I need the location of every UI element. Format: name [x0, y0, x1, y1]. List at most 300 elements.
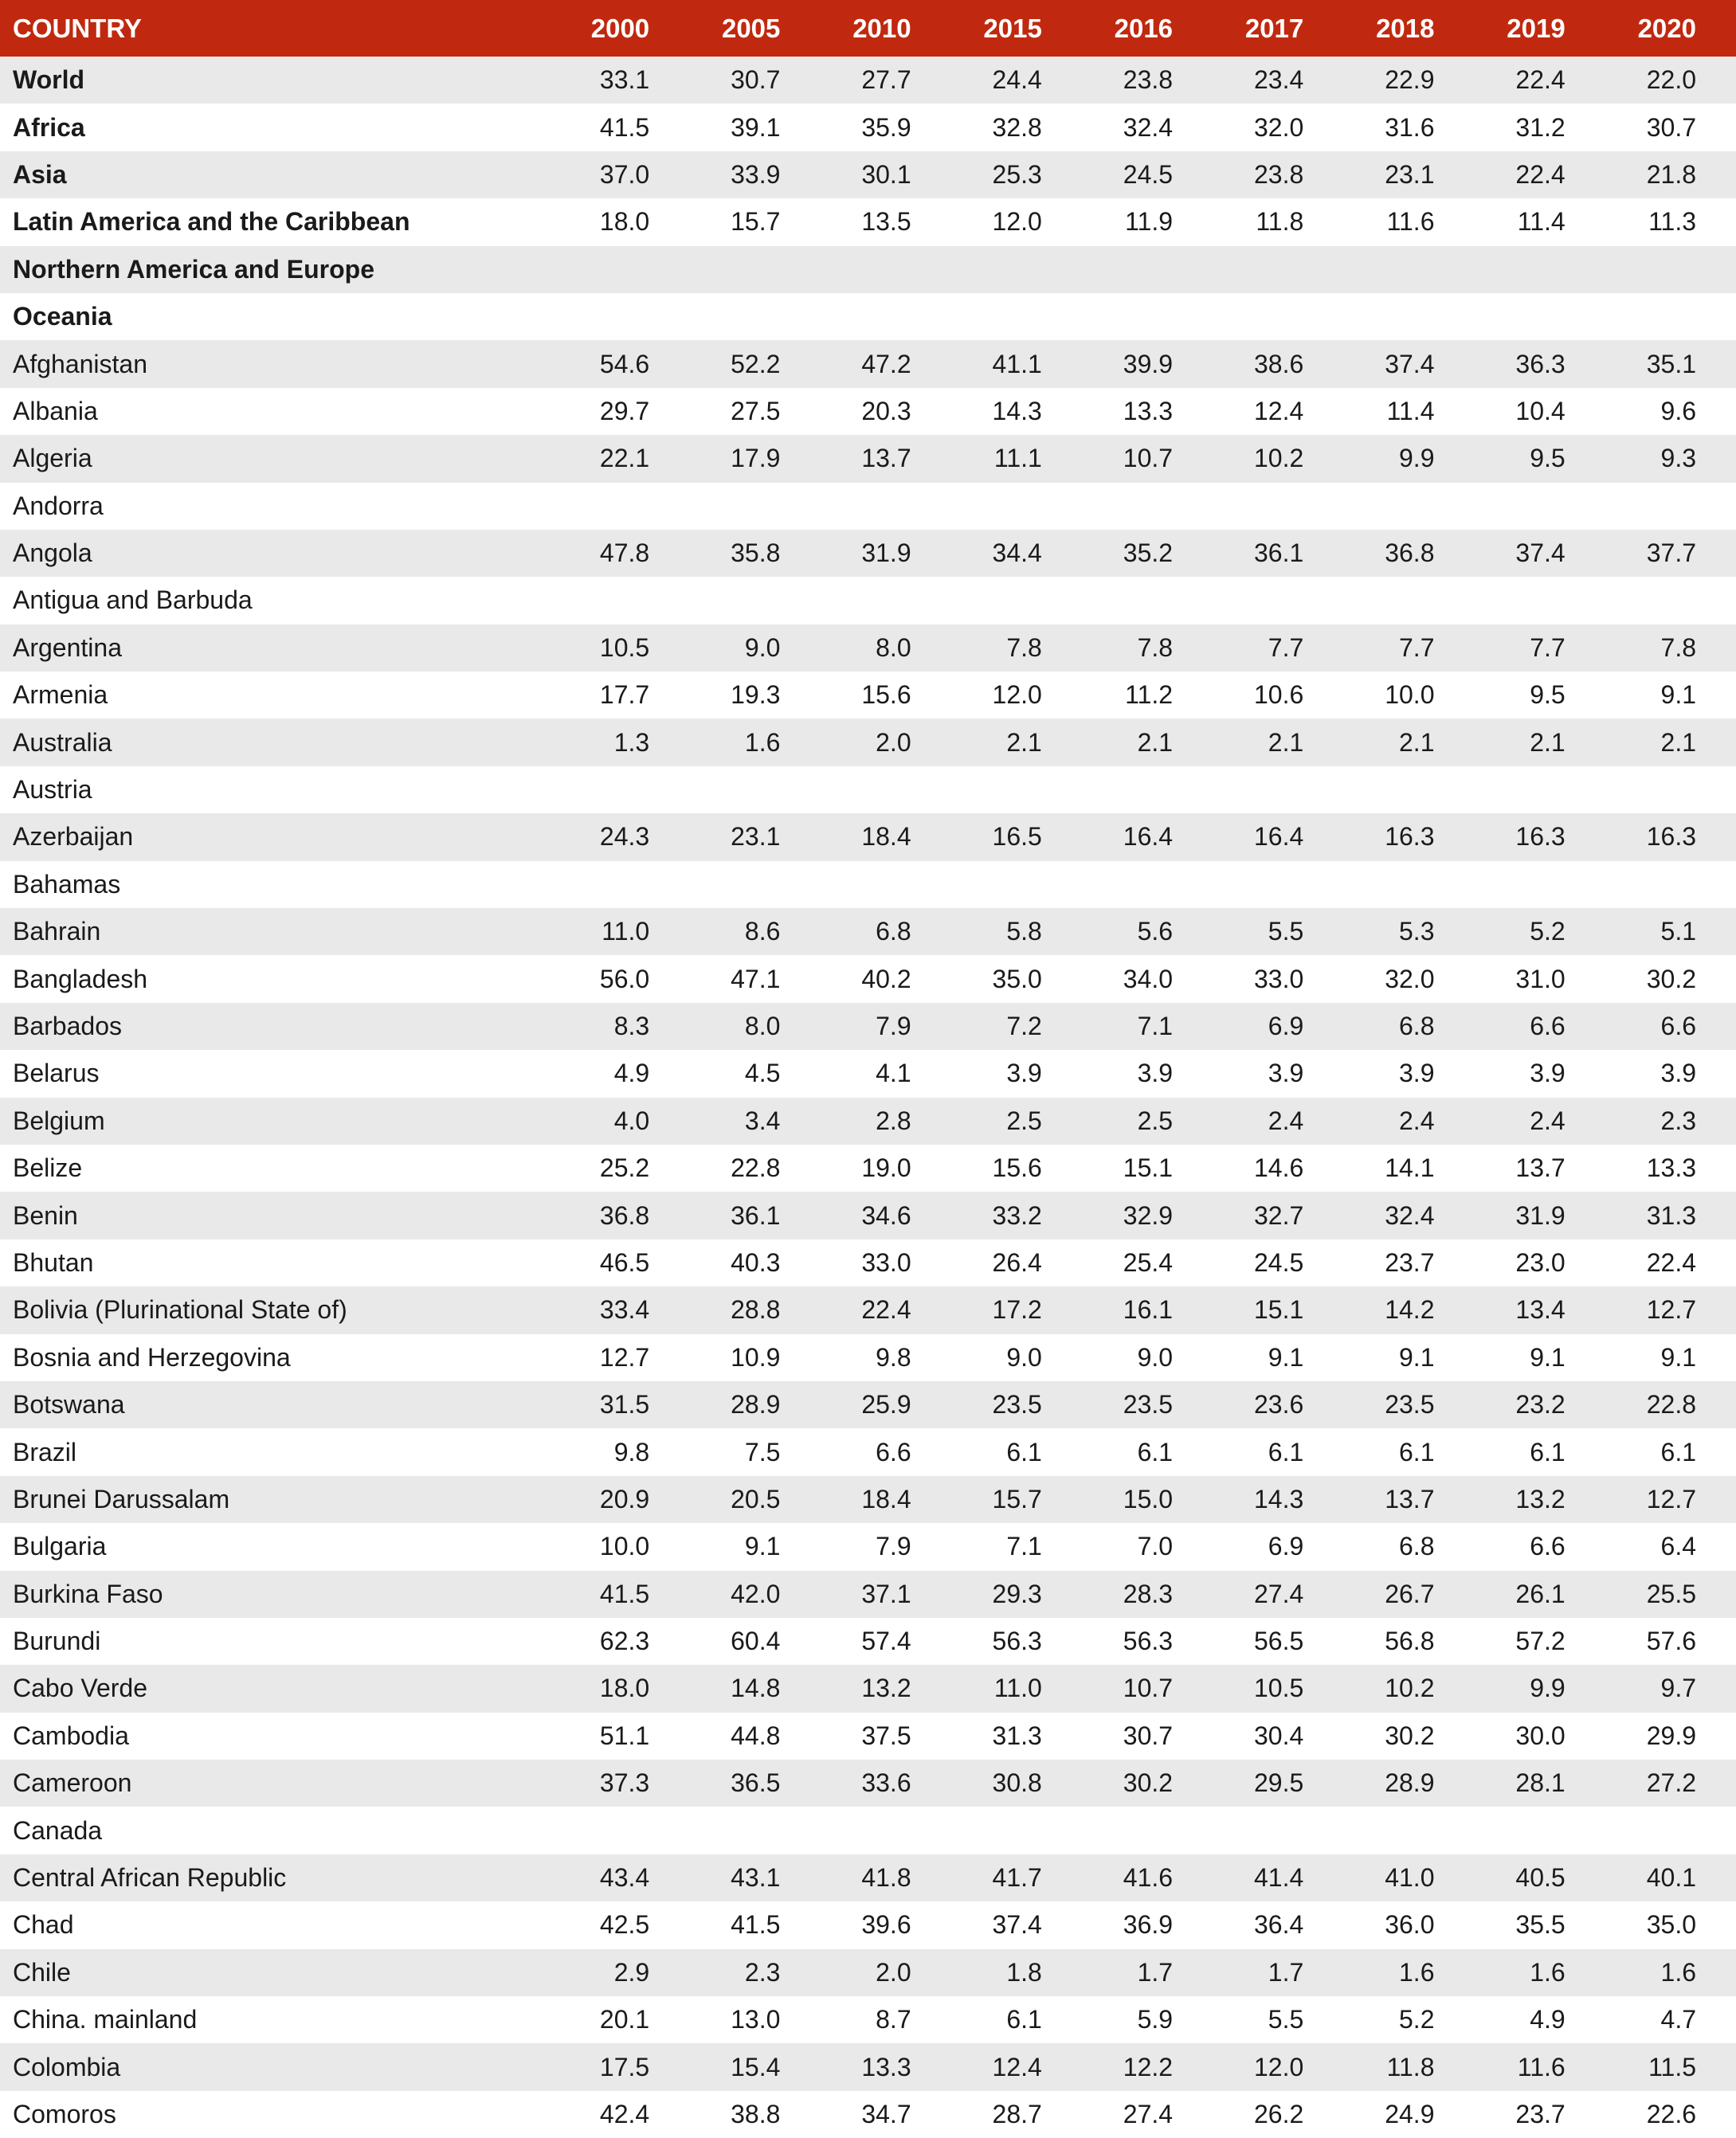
table-cell: 15.0	[1123, 1484, 1174, 1513]
table-cell: 9.5	[1530, 444, 1566, 473]
table-cell	[1605, 577, 1736, 624]
table-row	[0, 104, 1736, 151]
table-row	[0, 1003, 1736, 1050]
table-cell: 27.4	[1253, 1579, 1304, 1608]
table-row	[0, 625, 1736, 672]
table-cell: 62.3	[599, 1627, 650, 1656]
table-cell: 30.7	[1646, 112, 1696, 142]
table-cell	[1474, 861, 1605, 908]
table-cell: 7.9	[876, 1532, 911, 1561]
table-cell: 32.8	[992, 112, 1042, 142]
table-cell: 6.4	[1660, 1532, 1696, 1561]
table-cell: 2.0	[876, 1957, 911, 1987]
table-cell	[558, 293, 689, 340]
table-cell: 2.1	[1137, 727, 1174, 757]
table-cell: 40.5	[1515, 1863, 1566, 1893]
table-cell: 11.1	[993, 444, 1042, 473]
table-cell: 6.1	[1268, 1437, 1304, 1466]
table-cell: 28.9	[1385, 1768, 1435, 1798]
row-label: Asia	[13, 159, 67, 189]
table-cell	[1082, 1807, 1213, 1854]
table-cell: 25.2	[599, 1153, 650, 1183]
table-cell: 33.1	[599, 65, 650, 95]
column-header-country[interactable]: COUNTRY	[13, 13, 142, 43]
table-cell	[1213, 246, 1343, 293]
table-cell: 33.9	[731, 159, 781, 189]
table-cell: 32.4	[1385, 1200, 1435, 1230]
table-cell: 7.7	[1530, 632, 1566, 662]
table-cell	[951, 766, 1082, 813]
table-cell: 11.9	[1125, 207, 1174, 237]
table-cell: 4.9	[613, 1059, 650, 1088]
table-cell: 8.3	[613, 1012, 650, 1040]
table-cell: 30.0	[1515, 1721, 1566, 1750]
table-cell: 39.6	[861, 1910, 911, 1940]
table-cell	[820, 861, 950, 908]
table-cell: 17.7	[599, 680, 650, 710]
table-cell: 37.1	[861, 1579, 911, 1608]
table-cell: 18.0	[599, 1674, 650, 1703]
column-header-year[interactable]: 2005	[721, 13, 781, 43]
table-cell	[1474, 293, 1605, 340]
table-cell: 2.1	[1268, 727, 1304, 757]
table-cell: 38.8	[731, 2099, 781, 2128]
table-cell: 27.7	[861, 65, 911, 95]
table-cell: 42.0	[731, 1579, 781, 1608]
table-cell	[1605, 483, 1736, 530]
table-cell: 31.3	[1646, 1200, 1696, 1230]
row-label: Cameroon	[13, 1768, 132, 1798]
table-cell: 19.0	[861, 1153, 911, 1183]
table-row	[0, 1428, 1736, 1475]
row-label: Algeria	[13, 444, 92, 473]
column-header-year[interactable]: 2016	[1114, 13, 1174, 43]
table-cell: 9.1	[744, 1532, 781, 1561]
table-cell	[689, 766, 820, 813]
table-cell	[689, 577, 820, 624]
table-row	[0, 1239, 1736, 1286]
table-cell: 47.1	[731, 964, 781, 993]
table-cell: 7.1	[1137, 1012, 1174, 1040]
table-cell: 31.3	[992, 1721, 1042, 1750]
table-cell	[820, 293, 950, 340]
table-cell	[1213, 483, 1343, 530]
table-cell: 12.0	[992, 680, 1042, 710]
table-cell	[1082, 577, 1213, 624]
table-cell: 57.2	[1515, 1627, 1566, 1656]
table-cell: 14.3	[1253, 1484, 1304, 1513]
table-cell: 23.5	[1123, 1390, 1174, 1419]
table-cell: 13.3	[1123, 396, 1174, 425]
table-cell: 30.7	[731, 65, 781, 95]
table-cell: 9.1	[1268, 1342, 1304, 1372]
table-cell: 12.4	[1253, 396, 1304, 425]
table-cell	[689, 861, 820, 908]
column-header-year[interactable]: 2010	[852, 13, 911, 43]
table-cell: 37.4	[992, 1910, 1042, 1940]
table-cell: 34.6	[861, 1200, 911, 1230]
table-cell: 6.1	[1660, 1437, 1696, 1466]
table-cell: 22.1	[599, 444, 650, 473]
row-label: Bulgaria	[13, 1532, 107, 1561]
row-label: Azerbaijan	[13, 822, 134, 852]
table-cell: 25.5	[1646, 1579, 1696, 1608]
table-cell: 13.5	[861, 207, 911, 237]
table-cell	[689, 1807, 820, 1854]
table-cell: 2.1	[1530, 727, 1566, 757]
table-cell: 10.5	[599, 632, 650, 662]
table-cell: 2.4	[1268, 1106, 1304, 1135]
table-cell: 13.3	[861, 2052, 911, 2081]
table-cell: 11.4	[1517, 207, 1566, 237]
table-cell: 5.1	[1660, 917, 1696, 946]
table-cell: 30.1	[861, 159, 911, 189]
table-cell: 41.5	[599, 112, 650, 142]
table-cell: 10.2	[1253, 444, 1304, 473]
table-cell	[558, 483, 689, 530]
table-cell: 2.3	[1660, 1106, 1696, 1135]
table-cell: 5.2	[1399, 2005, 1435, 2034]
table-cell	[1082, 293, 1213, 340]
table-cell: 15.7	[992, 1484, 1042, 1513]
table-cell: 24.5	[1123, 159, 1174, 189]
table-cell: 15.1	[1123, 1153, 1174, 1183]
table-cell: 40.1	[1646, 1863, 1696, 1893]
column-header-year[interactable]: 2018	[1376, 13, 1435, 43]
table-cell: 30.8	[992, 1768, 1042, 1798]
table-cell: 11.2	[1125, 680, 1174, 710]
table-cell: 13.2	[861, 1674, 911, 1703]
table-cell: 56.3	[992, 1627, 1042, 1656]
table-cell: 10.7	[1123, 444, 1174, 473]
table-cell: 32.4	[1123, 112, 1174, 142]
table-cell: 35.2	[1123, 538, 1174, 568]
table-cell: 37.4	[1385, 349, 1435, 378]
table-cell: 24.4	[992, 65, 1042, 95]
table-cell	[1343, 483, 1474, 530]
table-row	[0, 1192, 1736, 1239]
table-cell	[951, 1807, 1082, 1854]
table-cell	[1474, 1807, 1605, 1854]
table-cell: 18.0	[599, 207, 650, 237]
table-cell: 42.4	[599, 2099, 650, 2128]
table-cell: 41.4	[1253, 1863, 1304, 1893]
table-cell	[558, 246, 689, 293]
table-cell	[1213, 293, 1343, 340]
table-cell: 15.7	[731, 207, 781, 237]
table-cell: 26.7	[1385, 1579, 1435, 1608]
table-cell: 15.1	[1253, 1295, 1304, 1325]
table-cell: 39.1	[731, 112, 781, 142]
row-label: Antigua and Barbuda	[13, 585, 253, 615]
table-cell: 27.2	[1646, 1768, 1696, 1798]
row-label: Cambodia	[13, 1721, 129, 1750]
table-cell: 1.7	[1268, 1957, 1304, 1987]
table-row	[0, 57, 1736, 104]
table-cell: 2.9	[613, 1957, 650, 1987]
row-label: Botswana	[13, 1390, 125, 1419]
table-cell: 22.4	[861, 1295, 911, 1325]
table-cell: 13.7	[861, 444, 911, 473]
table-row	[0, 388, 1736, 435]
table-cell: 16.3	[1385, 822, 1435, 852]
table-cell: 10.7	[1123, 1674, 1174, 1703]
table-cell: 1.3	[613, 727, 650, 757]
table-cell: 19.3	[731, 680, 781, 710]
table-cell: 10.2	[1385, 1674, 1435, 1703]
table-cell	[820, 483, 950, 530]
table-cell: 35.5	[1515, 1910, 1566, 1940]
table-cell: 6.8	[876, 917, 911, 946]
table-cell	[1082, 483, 1213, 530]
table-cell: 11.8	[1386, 2052, 1435, 2081]
table-cell: 17.5	[599, 2052, 650, 2081]
table-cell: 33.6	[861, 1768, 911, 1798]
table-cell: 5.9	[1137, 2005, 1174, 2034]
table-cell: 15.4	[731, 2052, 781, 2081]
table-cell: 6.6	[876, 1437, 911, 1466]
table-cell: 37.3	[599, 1768, 650, 1798]
table-cell	[1474, 483, 1605, 530]
table-cell	[689, 246, 820, 293]
table-cell: 2.1	[1660, 727, 1696, 757]
table-cell: 34.0	[1123, 964, 1174, 993]
table-cell: 20.5	[731, 1484, 781, 1513]
table-cell: 9.6	[1660, 396, 1696, 425]
table-body	[0, 57, 1736, 2138]
table-cell: 12.7	[599, 1342, 650, 1372]
table-cell: 23.0	[1515, 1247, 1566, 1277]
table-row	[0, 1476, 1736, 1523]
table-cell: 2.4	[1399, 1106, 1435, 1135]
table-cell: 35.1	[1646, 349, 1696, 378]
table-cell: 57.6	[1646, 1627, 1696, 1656]
table-cell	[1343, 246, 1474, 293]
table-header	[0, 0, 1736, 57]
row-label: China. mainland	[13, 2005, 198, 2034]
table-cell: 10.4	[1515, 396, 1566, 425]
table-row	[0, 1098, 1736, 1145]
table-cell: 9.7	[1660, 1674, 1696, 1703]
table-cell: 4.5	[744, 1059, 781, 1088]
table-cell: 30.2	[1123, 1768, 1174, 1798]
table-cell	[951, 861, 1082, 908]
table-cell: 33.4	[599, 1295, 650, 1325]
row-label: Burkina Faso	[13, 1579, 163, 1608]
row-label: Armenia	[13, 680, 108, 710]
table-cell: 1.6	[744, 727, 781, 757]
table-cell: 9.1	[1660, 680, 1696, 710]
table-row	[0, 1381, 1736, 1428]
table-cell: 22.9	[1385, 65, 1435, 95]
column-header-year[interactable]: 2019	[1507, 13, 1566, 43]
row-label: Latin America and the Caribbean	[13, 207, 410, 237]
table-cell: 9.9	[1530, 1674, 1566, 1703]
row-label: Bangladesh	[13, 964, 148, 993]
table-cell	[1605, 766, 1736, 813]
table-cell: 3.9	[1660, 1059, 1696, 1088]
row-label: World	[13, 65, 85, 95]
column-header-year[interactable]: 2017	[1244, 13, 1304, 43]
table-cell	[1082, 246, 1213, 293]
table-row	[0, 861, 1736, 908]
table-cell: 25.3	[992, 159, 1042, 189]
row-label: Colombia	[13, 2052, 121, 2081]
column-header-year[interactable]: 2015	[983, 13, 1042, 43]
row-label: Afghanistan	[13, 349, 148, 378]
table-cell	[1343, 1807, 1474, 1854]
table-cell: 39.9	[1123, 349, 1174, 378]
table-cell: 13.0	[731, 2005, 781, 2034]
table-cell: 36.0	[1385, 1910, 1435, 1940]
table-cell: 29.7	[599, 396, 650, 425]
table-cell: 31.2	[1515, 112, 1566, 142]
table-row	[0, 246, 1736, 293]
table-row	[0, 1618, 1736, 1665]
table-cell: 9.0	[1137, 1342, 1174, 1372]
row-label: Barbados	[13, 1012, 122, 1040]
table-cell: 16.3	[1515, 822, 1566, 852]
table-cell	[1213, 861, 1343, 908]
table-cell: 13.7	[1385, 1484, 1435, 1513]
table-cell: 6.6	[1530, 1532, 1566, 1561]
table-cell: 10.6	[1253, 680, 1304, 710]
table-cell: 2.4	[1530, 1106, 1566, 1135]
table-cell: 14.8	[731, 1674, 781, 1703]
table-cell: 6.1	[1530, 1437, 1566, 1466]
row-label: Austria	[13, 775, 92, 805]
table-cell: 12.2	[1123, 2052, 1174, 2081]
table-cell: 6.8	[1399, 1012, 1435, 1040]
table-cell: 7.2	[1006, 1012, 1042, 1040]
table-row	[0, 1949, 1736, 1996]
table-cell: 32.7	[1253, 1200, 1304, 1230]
table-cell: 23.6	[1253, 1390, 1304, 1419]
table-row	[0, 766, 1736, 813]
table-cell	[1343, 293, 1474, 340]
row-label: Argentina	[13, 632, 122, 662]
table-cell: 18.4	[861, 1484, 911, 1513]
table-row	[0, 1523, 1736, 1570]
table-cell: 6.9	[1268, 1012, 1304, 1040]
table-cell: 13.2	[1515, 1484, 1566, 1513]
column-header-year[interactable]: 2000	[590, 13, 650, 43]
table-cell: 2.5	[1006, 1106, 1042, 1135]
row-label: Oceania	[13, 302, 112, 331]
table-cell: 11.6	[1517, 2052, 1566, 2081]
table-cell: 10.0	[599, 1532, 650, 1561]
row-label: Bolivia (Plurinational State of)	[13, 1295, 347, 1325]
table-cell: 27.5	[731, 396, 781, 425]
table-cell	[951, 293, 1082, 340]
table-cell: 1.6	[1399, 1957, 1435, 1987]
table-cell	[689, 293, 820, 340]
row-label: Brazil	[13, 1437, 77, 1466]
table-cell	[1474, 246, 1605, 293]
table-cell: 11.6	[1386, 207, 1435, 237]
table-cell: 56.3	[1123, 1627, 1174, 1656]
table-cell: 11.0	[602, 917, 650, 946]
table-cell	[558, 577, 689, 624]
table-cell: 41.5	[731, 1910, 781, 1940]
table-row	[0, 1571, 1736, 1618]
table-cell: 34.4	[992, 538, 1042, 568]
table-cell: 5.2	[1530, 917, 1566, 946]
table-cell: 12.0	[1253, 2052, 1304, 2081]
table-cell: 3.4	[744, 1106, 781, 1135]
table-cell: 36.1	[1253, 538, 1304, 568]
table-cell: 23.8	[1123, 65, 1174, 95]
table-row	[0, 435, 1736, 482]
table-cell: 2.1	[1006, 727, 1042, 757]
table-row	[0, 1854, 1736, 1901]
table-cell: 37.5	[861, 1721, 911, 1750]
table-cell: 28.3	[1123, 1579, 1174, 1608]
table-cell: 15.6	[861, 680, 911, 710]
table-cell: 54.6	[599, 349, 650, 378]
table-cell: 29.3	[992, 1579, 1042, 1608]
table-row	[0, 530, 1736, 577]
table-cell: 37.0	[599, 159, 650, 189]
table-cell: 9.3	[1660, 444, 1696, 473]
row-label: Comoros	[13, 2099, 116, 2128]
column-header-year[interactable]: 2020	[1637, 13, 1696, 43]
table-cell: 8.0	[744, 1012, 781, 1040]
table-cell: 4.1	[876, 1059, 911, 1088]
table-cell: 16.1	[1123, 1295, 1174, 1325]
table-cell: 2.0	[876, 727, 911, 757]
table-cell: 22.0	[1646, 65, 1696, 95]
table-row	[0, 1713, 1736, 1760]
table-cell: 17.2	[992, 1295, 1042, 1325]
table-cell: 25.9	[861, 1390, 911, 1419]
row-label: Chad	[13, 1910, 74, 1940]
table-cell: 2.3	[744, 1957, 781, 1987]
table-cell: 37.4	[1515, 538, 1566, 568]
table-row	[0, 1665, 1736, 1712]
row-label: Burundi	[13, 1627, 101, 1656]
table-cell: 6.1	[1137, 1437, 1174, 1466]
table-cell: 38.6	[1253, 349, 1304, 378]
row-label: Australia	[13, 727, 112, 757]
table-cell: 2.1	[1399, 727, 1435, 757]
table-cell: 9.5	[1530, 680, 1566, 710]
table-row	[0, 340, 1736, 387]
table-cell: 7.8	[1137, 632, 1174, 662]
table-cell: 28.8	[731, 1295, 781, 1325]
table-cell: 6.1	[1399, 1437, 1435, 1466]
table-row	[0, 1334, 1736, 1381]
table-cell: 15.6	[992, 1153, 1042, 1183]
table-cell: 31.6	[1385, 112, 1435, 142]
table-cell	[1343, 766, 1474, 813]
table-cell: 7.7	[1399, 632, 1435, 662]
table-cell: 9.9	[1399, 444, 1435, 473]
table-cell: 36.1	[731, 1200, 781, 1230]
table-cell	[1213, 577, 1343, 624]
table-cell: 32.0	[1253, 112, 1304, 142]
table-cell: 26.2	[1253, 2099, 1304, 2128]
table-cell	[1605, 861, 1736, 908]
table-cell	[1343, 577, 1474, 624]
row-label: Belgium	[13, 1106, 105, 1135]
table-cell: 9.8	[876, 1342, 911, 1372]
table-cell: 36.8	[599, 1200, 650, 1230]
table-cell: 26.4	[992, 1247, 1042, 1277]
table-row	[0, 1901, 1736, 1948]
table-cell: 23.8	[1253, 159, 1304, 189]
table-cell: 37.7	[1646, 538, 1696, 568]
